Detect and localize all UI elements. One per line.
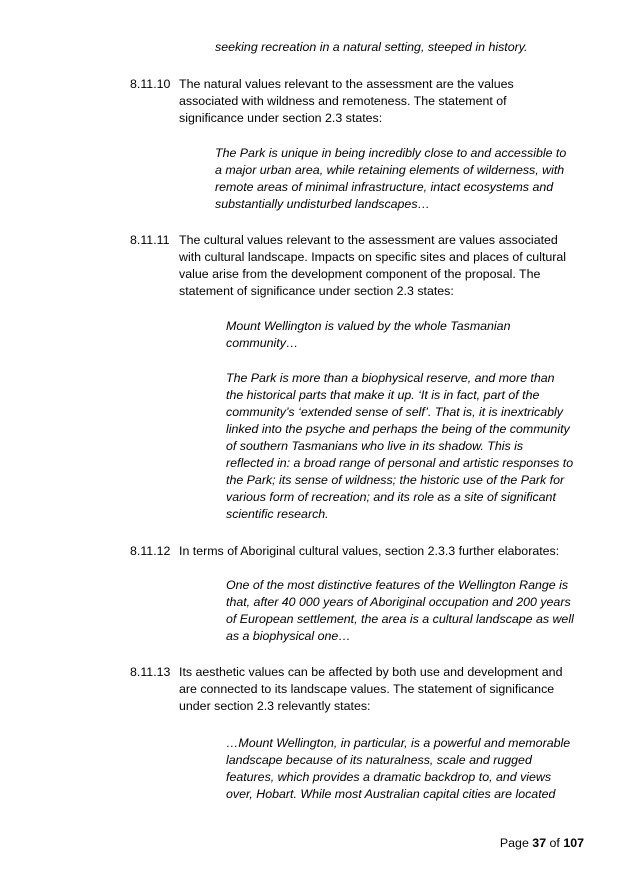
page-prefix: Page [499, 836, 533, 850]
paragraph-line: with cultural landscape. Impacts on specific sites and places of cultural [179, 250, 567, 264]
paragraph-line: under section 2.3 relevantly states: [179, 699, 371, 713]
paragraph-line: Its aesthetic values can be affected by both use and development and [179, 665, 563, 679]
total-pages: 107 [563, 836, 584, 850]
quote-line: of European settlement, the area is a cultural landscape as well [226, 612, 574, 626]
paragraph-line: value arise from the development component of the proposal. The [179, 267, 541, 281]
page-of: of [546, 836, 564, 850]
quote-line: a major urban area, while retaining elements of wilderness, with [215, 163, 565, 177]
paragraph-line: The cultural values relevant to the assessment are values associated [179, 233, 558, 247]
quote-line: community… [226, 336, 299, 350]
paragraph-line: In terms of Aboriginal cultural values, section 2.3.3 further elaborates: [179, 544, 560, 558]
quote-line: various form of recreation; and its role as a site of significant [226, 490, 556, 504]
section-number: 8.11.10 [130, 77, 171, 91]
quote-line: the historical parts that make it up. ‘It is in fact, part of the [226, 388, 540, 402]
quote-line: over, Hobart. While most Australian capital cities are located [226, 787, 556, 801]
quote-line: scientific research. [226, 507, 329, 521]
page-number [500, 836, 584, 850]
quote-line: The Park is more than a biophysical reserve, and more than [226, 371, 555, 385]
quote-line: substantially undisturbed landscapes… [215, 197, 430, 211]
intro-quote-line: seeking recreation in a natural setting, steeped in history. [215, 40, 528, 54]
current-page: 37 [532, 836, 547, 850]
quote-line: that, after 40 000 years of Aboriginal occupation and 200 years [226, 595, 571, 609]
quote-line: remote areas of minimal infrastructure, intact ecosystems and [215, 180, 554, 194]
paragraph-line: significance under section 2.3 states: [179, 111, 383, 125]
section-number: 8.11.13 [130, 665, 171, 679]
section-number: 8.11.11 [130, 233, 170, 247]
quote-line: community’s ‘extended sense of self’. That is, it is inextricably [226, 405, 563, 419]
quote-line: reflected in: a broad range of personal and artistic responses to [226, 456, 574, 470]
quote-line: the Park; its sense of wildness; the historic use of the Park for [226, 473, 565, 487]
quote-line: The Park is unique in being incredibly close to and accessible to [215, 146, 567, 160]
paragraph-line: are connected to its landscape values. The statement of significance [179, 682, 555, 696]
quote-line: features, which provides a dramatic backdrop to, and views [226, 770, 552, 784]
quote-line: landscape because of its naturalness, scale and rugged [226, 753, 532, 767]
section-number: 8.11.12 [130, 544, 171, 558]
quote-line: as a biophysical one… [226, 629, 351, 643]
quote-line: Mount Wellington is valued by the whole Tasmanian [226, 319, 511, 333]
quote-line: linked into the psyche and perhaps the being of the community [226, 422, 570, 436]
quote-line: One of the most distinctive features of the Wellington Range is [226, 578, 569, 592]
quote-line: …Mount Wellington, in particular, is a powerful and memorable [226, 736, 571, 750]
paragraph-line: statement of significance under section 2.3 states: [179, 284, 454, 298]
quote-line: of southern Tasmanians who live in its shadow. This is [226, 439, 524, 453]
paragraph-line: The natural values relevant to the assessment are the values [179, 77, 514, 91]
paragraph-line: associated with wildness and remoteness. The statement of [179, 94, 507, 108]
